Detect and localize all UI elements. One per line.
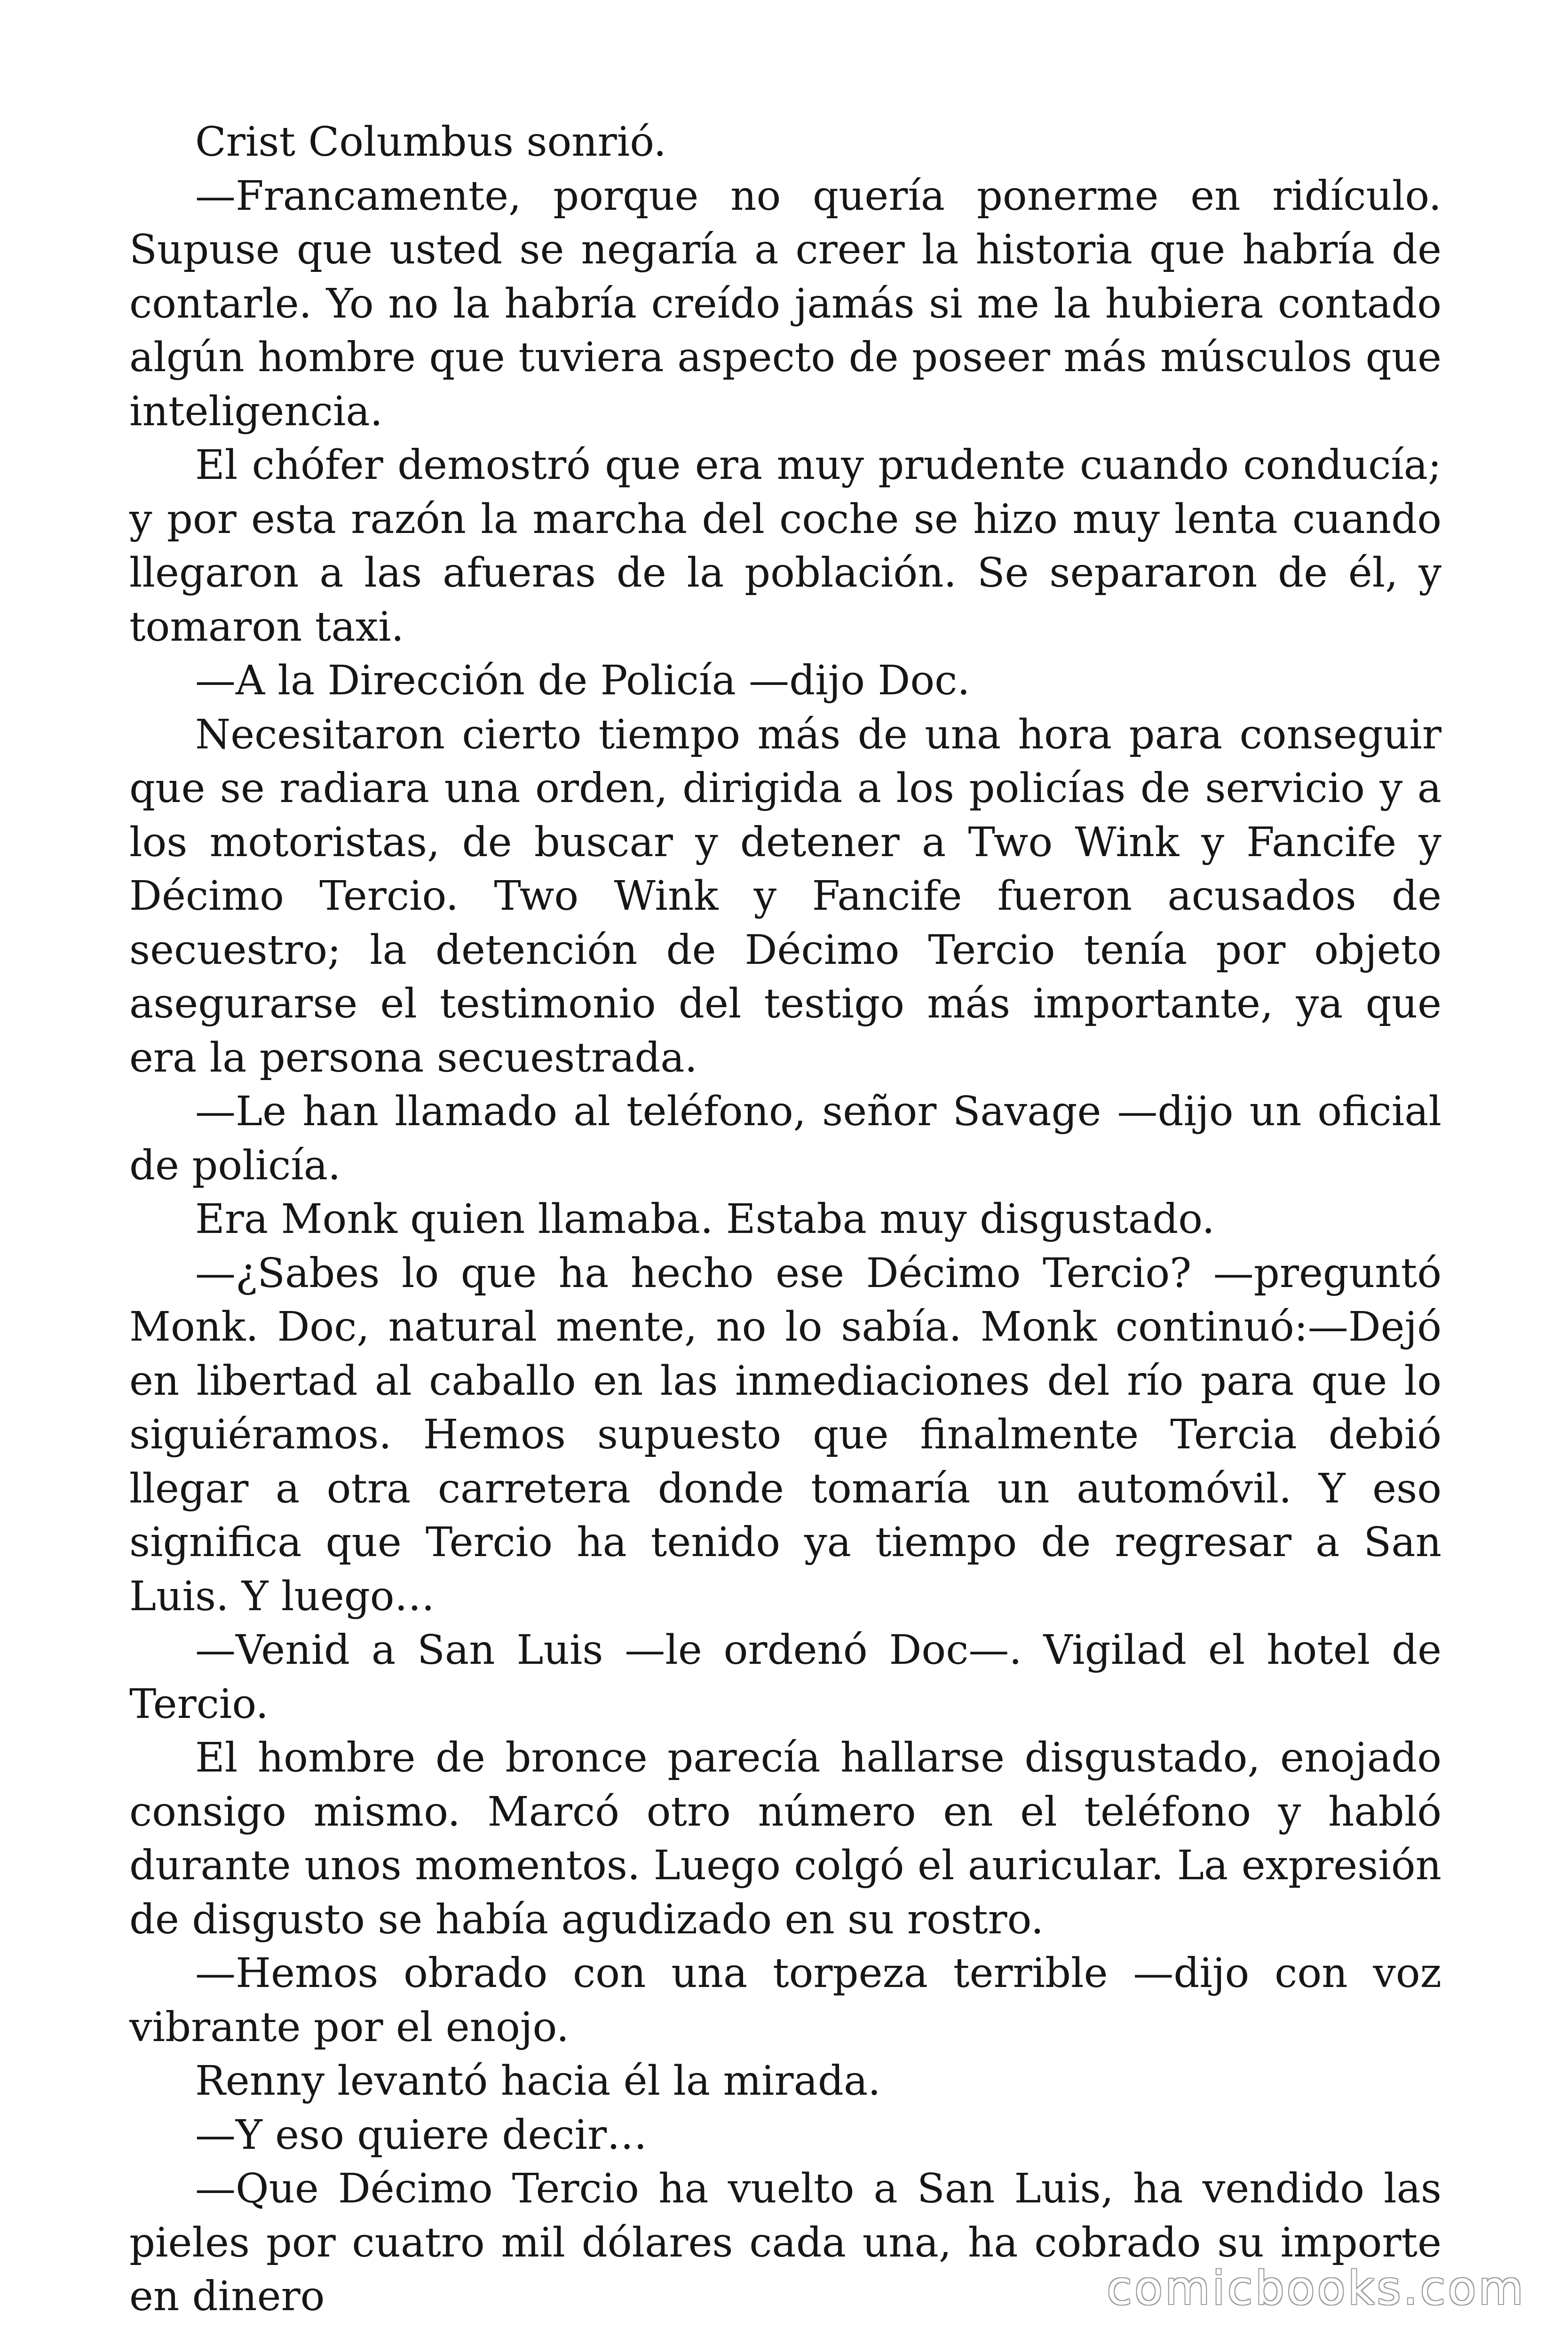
paragraph: —Le han llamado al teléfono, señor Savage —dijo un oficial de policía. xyxy=(129,1088,1441,1189)
paragraph: El chófer demostró que era muy prudente cuando conducía; y por esta razón la marcha del coche se hizo muy lenta cuando llegaron a las afueras de la población. Se separaron de él, y tomaron taxi. xyxy=(129,442,1441,651)
paragraph: —¿Sabes lo que ha hecho ese Décimo Tercio? —preguntó Monk. Doc, natural mente, no lo sabía. Monk continuó:—Dejó en libertad al caballo en las inmediaciones del río para que lo siguiéramos. Hemos supuesto que finalmente Tercia debió llegar a otra carretera donde tomaría un automóvil. Y eso significa que Tercio ha tenido ya tiempo de regresar a San Luis. Y luego… xyxy=(129,1249,1441,1620)
paragraph: El hombre de bronce parecía hallarse disgustado, enojado consigo mismo. Marcó otro número en el teléfono y habló durante unos momentos. Luego colgó el auricular. La expresión de disgusto se había agudizado en su rostro. xyxy=(129,1734,1441,1943)
site-watermark: comicbooks.com xyxy=(1107,2262,1526,2315)
paragraph: —Que Décimo Tercio ha vuelto a San Luis, ha vendido las pieles por cuatro mil dólares cada una, ha cobrado su importe en dinero xyxy=(129,2165,1441,2320)
paragraph: —Venid a San Luis —le ordenó Doc—. Vigilad el hotel de Tercio. xyxy=(129,1627,1441,1728)
paragraph: —Y eso quiere decir… xyxy=(195,2111,648,2159)
paragraph: Necesitaron cierto tiempo más de una hora para conseguir que se radiara una orden, dirigida a los policías de servicio y a los motoristas, de buscar y detener a Two Wink y Fancife y Décimo Tercio. Two Wink y Fancife fueron acusados de secuestro; la detención de Décimo Tercio tenía por objeto asegurarse el testimonio del testigo más importante, ya que era la persona secuestrada. xyxy=(129,711,1441,1081)
paragraph: —Hemos obrado con una torpeza terrible —dijo con voz vibrante por el enojo. xyxy=(129,1950,1441,2051)
paragraph: Era Monk quien llamaba. Estaba muy disgustado. xyxy=(195,1196,1215,1243)
paragraph: Crist Columbus sonrió. xyxy=(195,119,666,166)
body-text xyxy=(129,115,1441,2324)
paragraph: Renny levantó hacia él la mirada. xyxy=(195,2058,881,2105)
paragraph: —Francamente, porque no quería ponerme en ridículo. Supuse que usted se negaría a creer la historia que habría de contarle. Yo no la habría creído jamás si me la hubiera contado algún hombre que tuviera aspecto de poseer más músculos que inteligencia. xyxy=(129,172,1441,435)
paragraph: —A la Dirección de Policía —dijo Doc. xyxy=(195,657,970,704)
